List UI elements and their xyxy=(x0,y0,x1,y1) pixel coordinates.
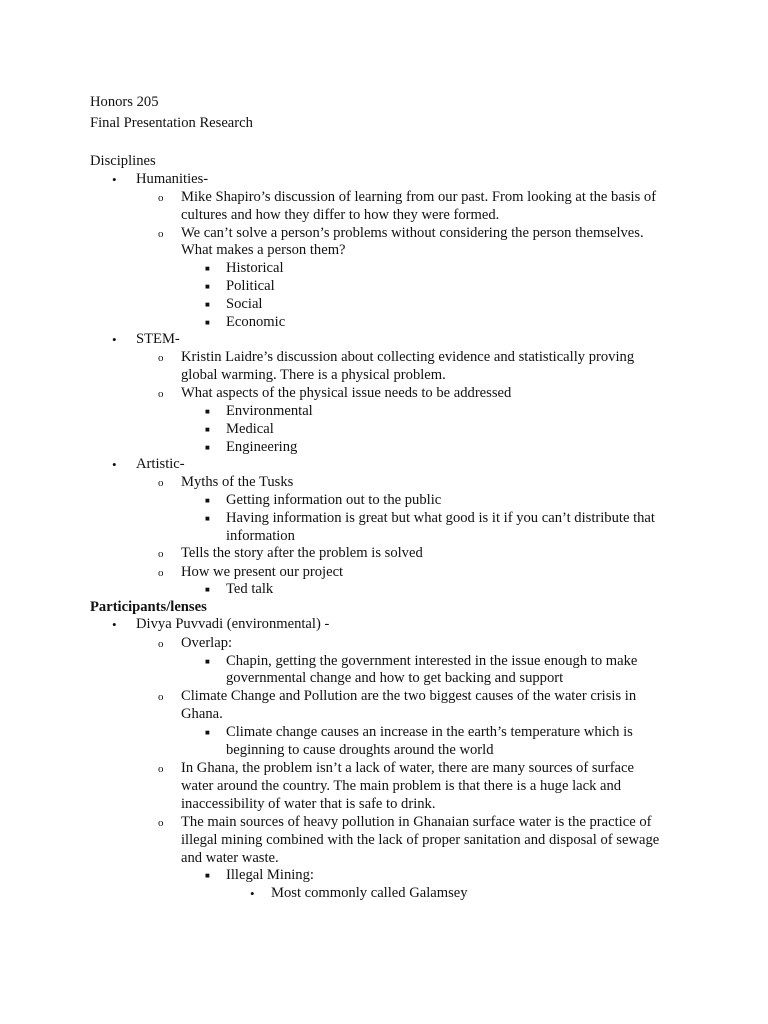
humanities-item1-line2: cultures and how they differ to how they were formed. xyxy=(181,207,500,223)
bullet-circle: o xyxy=(158,567,164,579)
stem-item1-line2: global warming. There is a physical problem. xyxy=(181,367,446,383)
bullet-circle: o xyxy=(158,388,164,400)
bullet-square: ■ xyxy=(205,496,210,505)
bullet-square: ■ xyxy=(205,657,210,666)
bullet-disc: • xyxy=(112,617,117,632)
bullet-square: ■ xyxy=(205,425,210,434)
climate-line2: Ghana. xyxy=(181,706,223,722)
humanities-item2-line1: We can’t solve a person’s problems without considering the person themselves. xyxy=(181,225,644,241)
bullet-square: ■ xyxy=(205,407,210,416)
bullet-circle: o xyxy=(158,691,164,703)
climate-line1: Climate Change and Pollution are the two biggest causes of the water crisis in xyxy=(181,688,637,704)
bullet-circle: o xyxy=(158,228,164,240)
artistic-sub1: Getting information out to the public xyxy=(226,492,442,508)
artistic-sub3: Ted talk xyxy=(226,581,274,597)
bullet-square: ■ xyxy=(205,300,210,309)
ghana-line1: In Ghana, the problem isn’t a lack of water, there are many sources of surface xyxy=(181,760,634,776)
overlap-label: Overlap: xyxy=(181,635,233,651)
bullet-disc: • xyxy=(112,172,117,187)
ghana-line3: inaccessibility of water that is safe to drink. xyxy=(181,796,436,812)
bullet-square: ■ xyxy=(205,282,210,291)
bullet-circle: o xyxy=(158,192,164,204)
bullet-circle: o xyxy=(158,477,164,489)
overlap-sub-line1: Chapin, getting the government interested in the issue enough to make xyxy=(226,653,638,669)
sources-line1: The main sources of heavy pollution in Ghanaian surface water is the practice of xyxy=(181,814,652,830)
overlap-sub-line2: governmental change and how to get backing and support xyxy=(226,670,564,686)
humanities-sub-political: Political xyxy=(226,278,275,294)
stem-sub-environmental: Environmental xyxy=(226,403,313,419)
course-title: Honors 205 xyxy=(90,94,159,110)
humanities-sub-historical: Historical xyxy=(226,260,284,276)
sources-line3: and water waste. xyxy=(181,850,279,866)
bullet-circle: o xyxy=(158,817,164,829)
bullet-square: ■ xyxy=(205,728,210,737)
artistic-item2: Tells the story after the problem is solved xyxy=(181,545,423,561)
stem-sub-medical: Medical xyxy=(226,421,274,437)
participant-name: Divya Puvvadi (environmental) - xyxy=(136,616,330,632)
humanities-sub-economic: Economic xyxy=(226,314,286,330)
disciplines-heading: Disciplines xyxy=(90,153,156,169)
bullet-square: ■ xyxy=(205,318,210,327)
bullet-square: ■ xyxy=(205,585,210,594)
participants-heading: Participants/lenses xyxy=(90,599,207,615)
climate-sub-line2: beginning to cause droughts around the world xyxy=(226,742,494,758)
bullet-disc: • xyxy=(250,886,255,901)
stem-item2: What aspects of the physical issue needs to be addressed xyxy=(181,385,512,401)
artistic-item3: How we present our project xyxy=(181,564,344,580)
document-title: Final Presentation Research xyxy=(90,115,253,131)
stem-sub-engineering: Engineering xyxy=(226,439,298,455)
bullet-disc: • xyxy=(112,332,117,347)
humanities-item2-line2: What makes a person them? xyxy=(181,242,346,258)
artistic-sub2-line2: information xyxy=(226,528,295,544)
mining-label: Illegal Mining: xyxy=(226,867,314,883)
bullet-square: ■ xyxy=(205,871,210,880)
humanities-sub-social: Social xyxy=(226,296,263,312)
artistic-label: Artistic- xyxy=(136,456,185,472)
bullet-circle: o xyxy=(158,763,164,775)
bullet-square: ■ xyxy=(205,264,210,273)
artistic-sub2-line1: Having information is great but what good is it if you can’t distribute that xyxy=(226,510,655,526)
artistic-item1: Myths of the Tusks xyxy=(181,474,294,490)
humanities-item1-line1: Mike Shapiro’s discussion of learning from our past. From looking at the basis of xyxy=(181,189,657,205)
bullet-disc: • xyxy=(112,457,117,472)
bullet-circle: o xyxy=(158,352,164,364)
humanities-label: Humanities- xyxy=(136,171,209,187)
bullet-circle: o xyxy=(158,638,164,650)
ghana-line2: water around the country. The main problem is that there is a huge lack and xyxy=(181,778,622,794)
stem-item1-line1: Kristin Laidre’s discussion about collecting evidence and statistically proving xyxy=(181,349,635,365)
bullet-square: ■ xyxy=(205,514,210,523)
stem-label: STEM- xyxy=(136,331,180,347)
sources-line2: illegal mining combined with the lack of proper sanitation and disposal of sewage xyxy=(181,832,660,848)
galamsey-item: Most commonly called Galamsey xyxy=(271,885,468,901)
climate-sub-line1: Climate change causes an increase in the earth’s temperature which is xyxy=(226,724,633,740)
bullet-square: ■ xyxy=(205,443,210,452)
bullet-circle: o xyxy=(158,548,164,560)
